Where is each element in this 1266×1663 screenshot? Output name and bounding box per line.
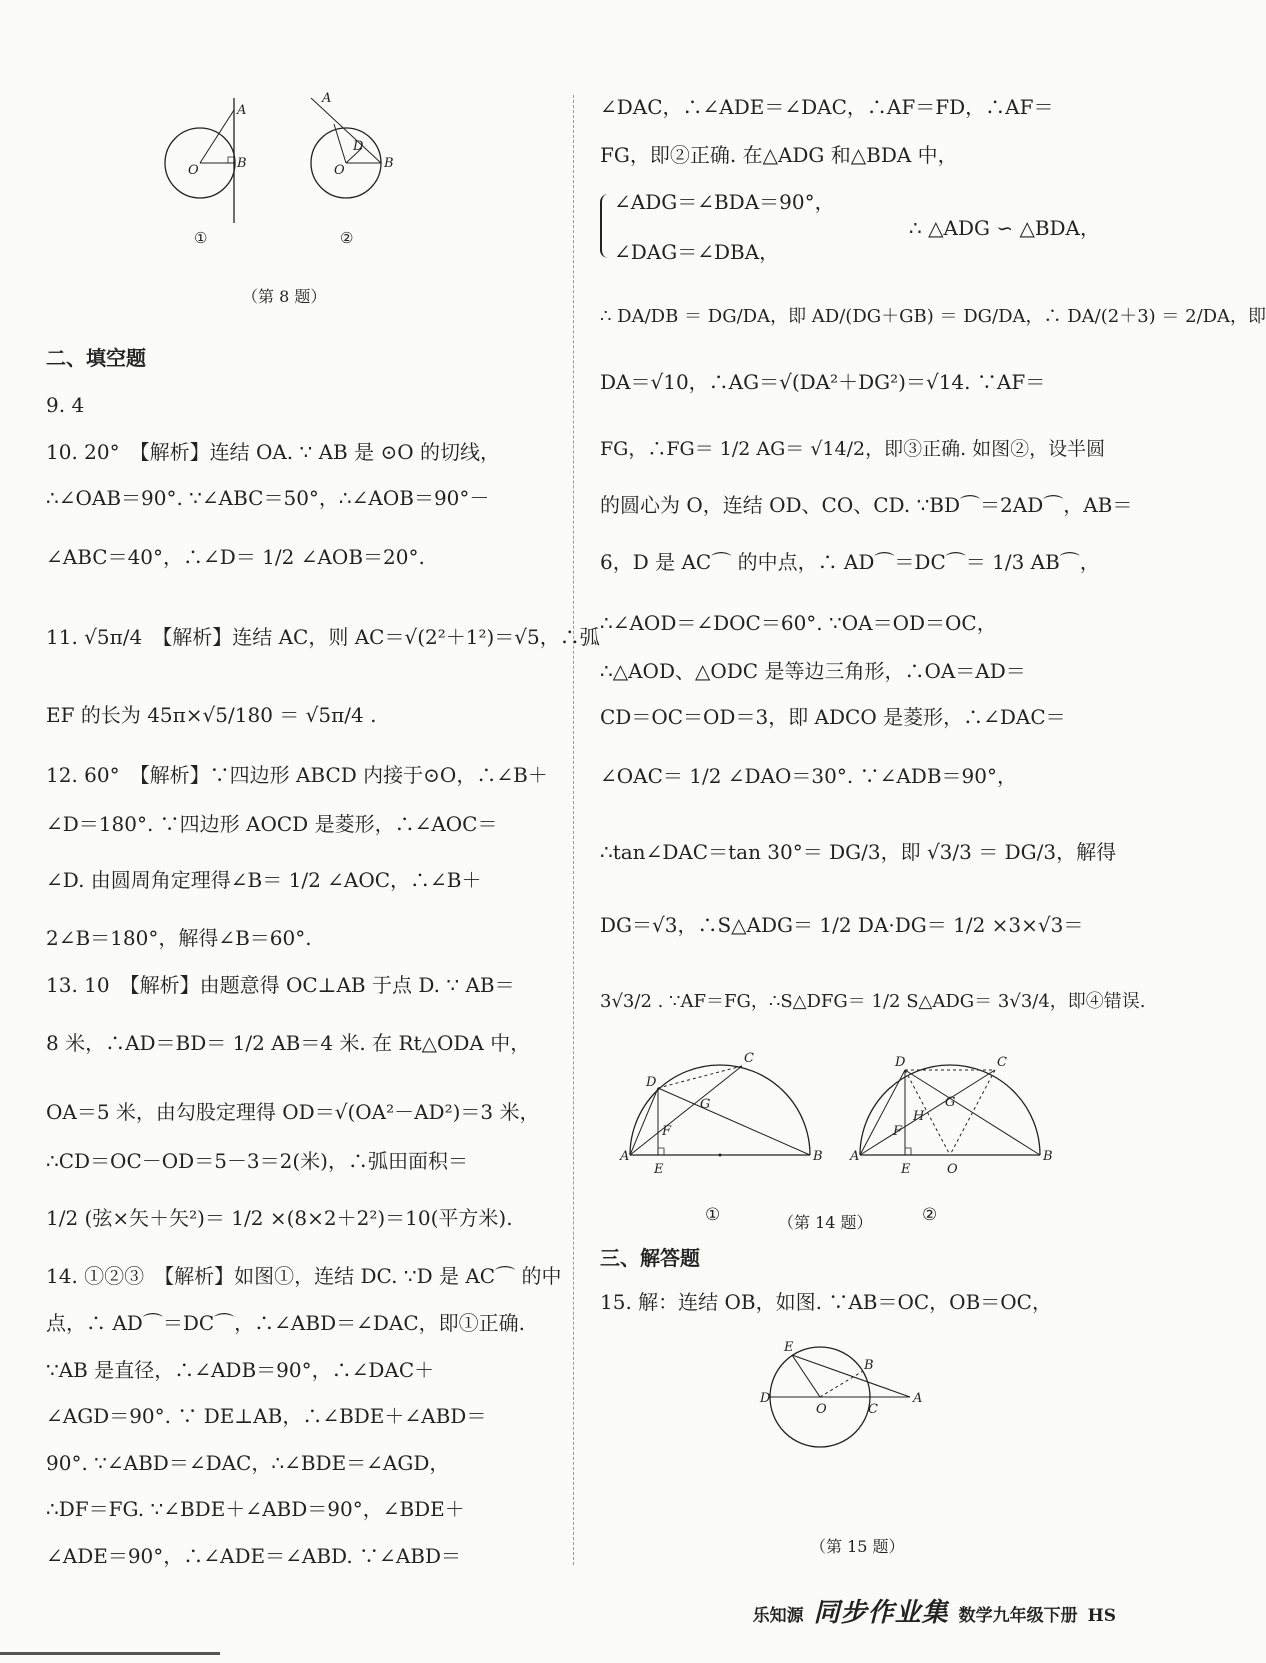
answer-line: 3√3/2 . ∵AF＝FG，∴S△DFG＝ 1/2 S△ADG＝ 3√3/4，即④错误. [600, 991, 1146, 1012]
fig15-O: O [816, 1402, 827, 1417]
figure-14 [620, 1040, 1100, 1190]
answer-line: 15. 解：连结 OB，如图. ∵AB＝OC，OB＝OC， [600, 1290, 1052, 1314]
answer-line: 8 米，∴AD＝BD＝ 1/2 AB＝4 米. 在 Rt△ODA 中， [46, 1031, 531, 1055]
fig14-sub-label-1: ① [705, 1205, 721, 1225]
answer-line: ∴△AOD、△ODC 是等边三角形，∴OA＝AD＝ [600, 659, 1026, 683]
fig8-label-A1: A [237, 103, 247, 118]
answer-line: 12. 60° 【解析】∵四边形 ABCD 内接于⊙O，∴∠B＋ [46, 763, 548, 787]
fig14-1-B: B [813, 1149, 823, 1164]
answer-line: FG，∴FG＝ 1/2 AG＝ √14/2，即③正确. 如图②，设半圆 [600, 438, 1106, 460]
section-3-title: 三、解答题 [600, 1246, 700, 1270]
fig14-1-D: D [646, 1075, 657, 1090]
fig8-sub-2: ② [340, 229, 354, 247]
answer-line: EF 的长为 45π×√5/180 ＝ √5π/4 . [46, 703, 377, 727]
fig14-2-B: B [1043, 1149, 1053, 1164]
brace [600, 194, 610, 258]
fig15-D: D [760, 1391, 771, 1406]
equation-line: ∠ADG＝∠BDA＝90°， [614, 190, 835, 214]
answer-line: ∴DF＝FG. ∵∠BDE＋∠ABD＝90°，∠BDE＋ [46, 1497, 465, 1521]
bottom-bar [0, 1652, 220, 1655]
answer-line: DG＝√3，∴S△ADG＝ 1/2 DA·DG＝ 1/2 ×3×√3＝ [600, 913, 1084, 937]
answer-line: ∠ADE＝90°，∴∠ADE＝∠ABD. ∵∠ABD＝ [46, 1544, 461, 1568]
answer-line: 90°. ∵∠ABD＝∠DAC，∴∠BDE＝∠AGD， [46, 1451, 450, 1475]
equation-line: ∠DAG＝∠DBA， [614, 240, 780, 264]
fig14-2-E: E [901, 1162, 911, 1177]
answer-line: ∠DAC，∴∠ADE＝∠DAC，∴AF＝FD，∴AF＝ [600, 95, 1054, 119]
fig14-2-F: F [893, 1124, 903, 1139]
answer-line: ∴CD＝OC－OD＝5－3＝2(米)，∴弧田面积＝ [46, 1149, 468, 1173]
answer-line: 10. 20° 【解析】连结 OA. ∵ AB 是 ⊙O 的切线， [46, 440, 500, 464]
answer-line: ∴tan∠DAC＝tan 30°＝ DG/3，即 √3/3 ＝ DG/3，解得 [600, 840, 1117, 864]
answer-line: 13. 10 【解析】由题意得 OC⊥AB 于点 D. ∵ AB＝ [46, 973, 515, 997]
answer-line: 1/2 (弦×矢＋矢²)＝ 1/2 ×(8×2＋2²)＝10(平方米). [46, 1206, 513, 1230]
footer-brand: 乐知源 [752, 1606, 804, 1626]
fig14-2-G: G [945, 1095, 956, 1110]
footer-series: 同步作业集 [813, 1598, 949, 1628]
fig8-oa [200, 110, 234, 163]
answer-line: 2∠B＝180°，解得∠B＝60°. [46, 926, 312, 950]
fig14-semicircle-2 [860, 1065, 1040, 1155]
answer-line: ∠OAC＝ 1/2 ∠DAO＝30°. ∵∠ADB＝90°， [600, 764, 1017, 788]
answer-line: CD＝OC＝OD＝3，即 ADCO 是菱形，∴∠DAC＝ [600, 705, 1066, 729]
answer-line: ∴∠OAB＝90°. ∵∠ABC＝50°，∴∠AOB＝90°－ [46, 486, 490, 510]
answer-line: 6，D 是 AC⌒ 的中点，∴ AD⌒＝DC⌒＝ 1/3 AB⌒， [600, 550, 1100, 574]
fig14-semicircle-1 [630, 1065, 810, 1155]
fig15-A: A [913, 1391, 923, 1406]
answer-line: OA＝5 米，由勾股定理得 OD＝√(OA²－AD²)＝3 米， [46, 1100, 540, 1124]
answer-line: ∠D＝180°. ∵四边形 AOCD 是菱形，∴∠AOC＝ [46, 812, 498, 836]
fig14-2-C: C [997, 1055, 1007, 1070]
fig15-E: E [784, 1340, 794, 1355]
answer-line: FG，即②正确. 在△ADG 和△BDA 中， [600, 143, 958, 167]
answer-line: 14. ①②③ 【解析】如图①，连结 DC. ∵D 是 AC⌒ 的中 [46, 1264, 562, 1288]
answer-line: ∴∠AOD＝∠DOC＝60°. ∵OA＝OD＝OC， [600, 611, 997, 635]
answer-line: ∵AB 是直径，∴∠ADB＝90°，∴∠DAC＋ [46, 1358, 435, 1382]
fig8-label-D2: D [353, 139, 364, 154]
section-2-title: 二、填空题 [46, 346, 146, 370]
fig14-sub-label-2: ② [922, 1205, 938, 1225]
answer-line: ∠D. 由圆周角定理得∠B＝ 1/2 ∠AOC，∴∠B＋ [46, 868, 482, 892]
answer-line: 11. √5π/4 【解析】连结 AC，则 AC＝√(2²＋1²)＝√5，∴弧 [46, 625, 600, 649]
fig8-label-A2: A [322, 91, 332, 106]
fig15-C: C [868, 1402, 878, 1417]
page-footer [753, 1592, 1116, 1629]
answer-line: 的圆心为 O，连结 OD、CO、CD. ∵BD⌒＝2AD⌒，AB＝ [600, 493, 1133, 517]
equation-system [600, 188, 1102, 268]
fig14-2-A: A [850, 1149, 860, 1164]
column-divider [573, 95, 574, 1565]
fig8-secant [311, 98, 381, 163]
fig8-sub-1: ① [194, 229, 208, 247]
fig14-1-G: G [700, 1097, 711, 1112]
answer-line: ∠AGD＝90°. ∵ DE⊥AB，∴∠BDE＋∠ABD＝ [46, 1404, 487, 1428]
fig14-1-C: C [744, 1051, 754, 1066]
fig8-label-O1: O [188, 163, 199, 178]
fig8-label-B2: B [384, 156, 394, 171]
figure-15-caption: （第 15 题） [810, 1537, 905, 1556]
fig14-1-E: E [654, 1162, 664, 1177]
fig14-2-D: D [895, 1055, 906, 1070]
answer-line: 点，∴ AD⌒＝DC⌒，∴∠ABD＝∠DAC，即①正确. [46, 1311, 526, 1335]
figure-15 [760, 1325, 940, 1475]
figure-8-caption: （第 8 题） [242, 287, 327, 306]
fig15-B: B [864, 1358, 874, 1373]
fig8-label-B1: B [237, 156, 247, 171]
figure-14-caption: （第 14 题） [778, 1213, 873, 1232]
fig14-2-O: O [947, 1162, 958, 1177]
fig8-label-O2: O [334, 163, 345, 178]
answer-line: 9. 4 [46, 393, 85, 417]
answer-line: ∠ABC＝40°，∴∠D＝ 1/2 ∠AOB＝20°. [46, 545, 425, 569]
figure-8 [156, 88, 396, 258]
footer-subject: 数学九年级下册 [958, 1606, 1078, 1626]
answer-line: ∴ DA/DB ＝ DG/DA，即 AD/(DG＋GB) ＝ DG/DA，∴ DA/(2＋3) ＝ 2/DA，即 [600, 306, 1266, 327]
equation-line: ∴ △ADG ∽ △BDA， [909, 216, 1100, 240]
fig14-1-A: A [620, 1149, 630, 1164]
fig14-1-F: F [662, 1124, 672, 1139]
footer-edition: HS [1087, 1606, 1116, 1626]
answer-line: DA＝√10，∴AG＝√(DA²＋DG²)＝√14. ∵AF＝ [600, 370, 1046, 394]
fig14-2-H: H [913, 1109, 925, 1124]
